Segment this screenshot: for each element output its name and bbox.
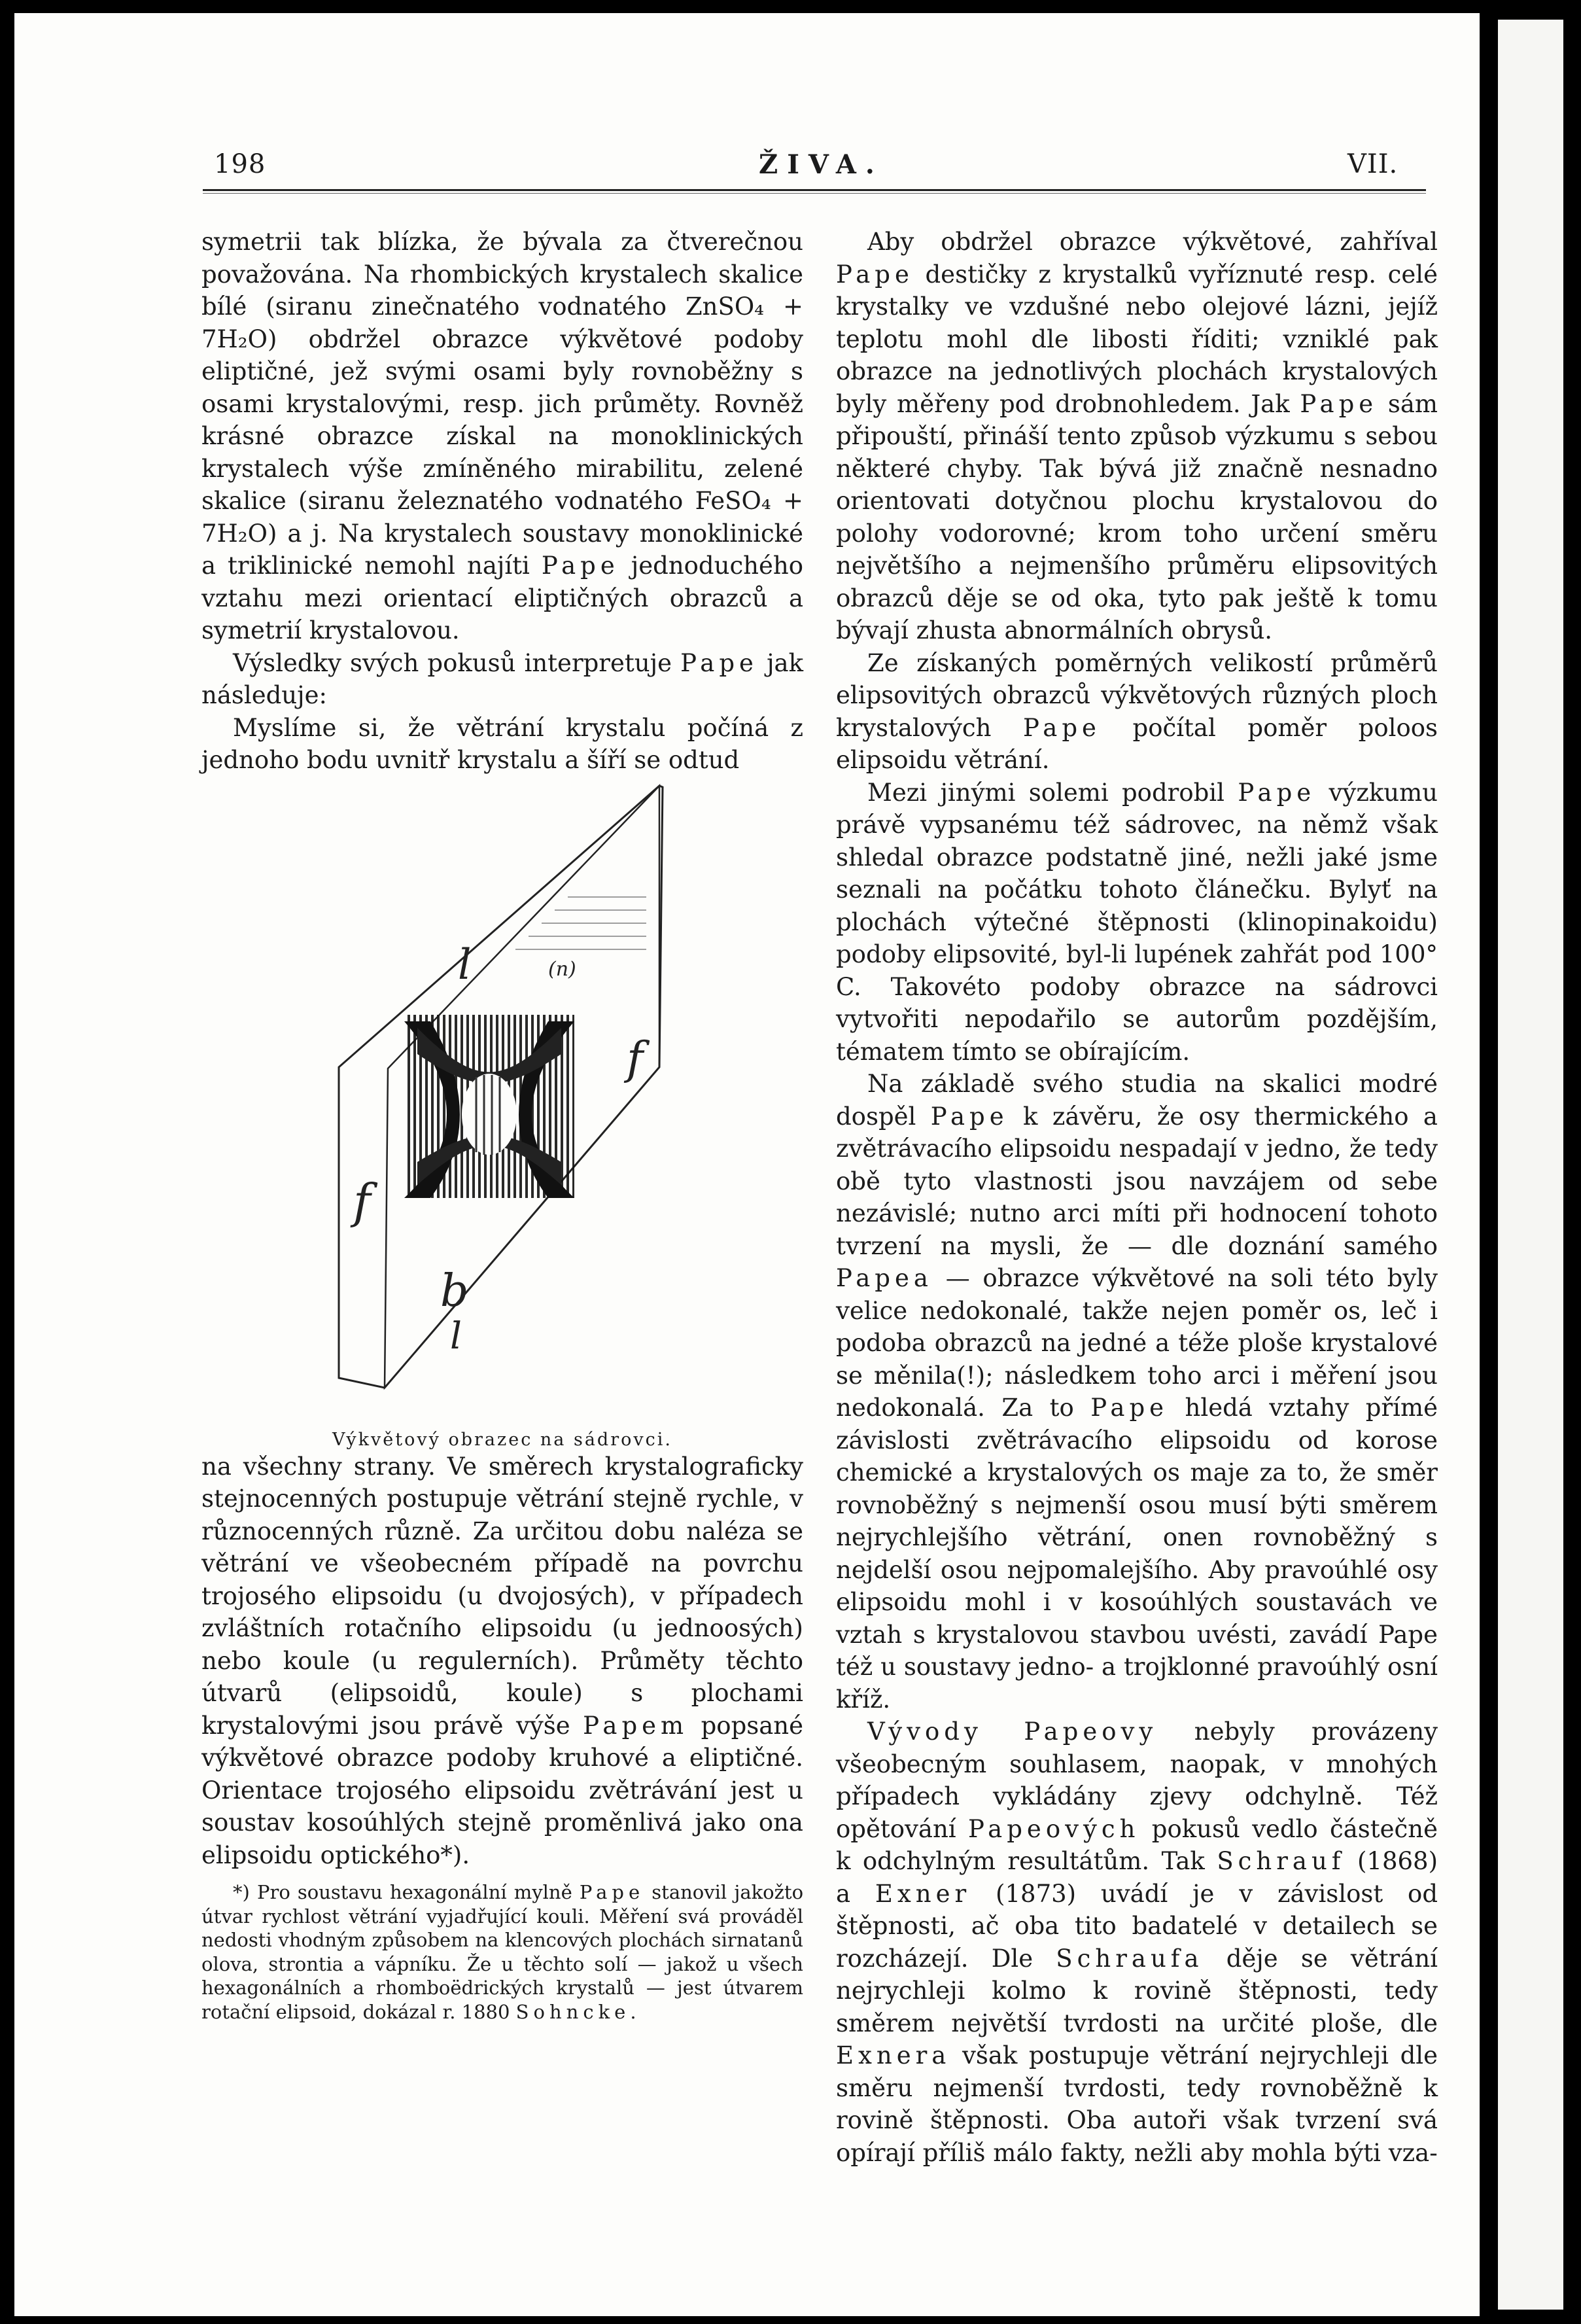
paragraph-text: popsané výkvětové obrazce podoby kruhové a eliptičné. Orientace trojosého elipsoidu zvětrávání jest u soustav kosoúhlých stejně proměnlivá jako ona elipsoidu optického*). — [201, 1711, 804, 1869]
author-name: Pape — [541, 552, 619, 580]
header-rule — [203, 189, 1426, 194]
page-number: 198 — [214, 149, 266, 179]
paragraph — [836, 647, 1438, 777]
author-name: Pape — [1023, 713, 1101, 742]
paragraph-text: Myslíme si, že větrání krystalu počíná z jednoho bodu uvnitř krystalu a šíří se odtud — [201, 713, 803, 774]
footnote-text: stanovil jakožto útvar rychlost větrání vyjadřující kouli. Měření svá prováděl nedosti vhodným způsobem na klencových plochách sirnatanů olova, strontia a vápníku. Že u těchto solí — jakož u všech hexagonálních a rhomboëdrických krystalů — jest útvarem rotační elipsoid, dokázal r. 1880 — [201, 1881, 804, 2023]
paragraph-text: Na základě svého studia na skalici modré dospěl — [836, 1070, 1438, 1131]
paragraph-text: pokusů vedlo částečně k odchylným resultátům. Tak — [836, 1814, 1438, 1875]
author-name: Schraufa — [1056, 1944, 1204, 1973]
label-top-l: l — [458, 940, 472, 989]
figure — [201, 779, 803, 1450]
paragraph-text: — obrazce výkvětové na soli této byly velice nedokonalé, takže nejen poměr os, leč i podoba obrazců na jedné a téže ploše krystalové se měnila(!); následkem toho arci i měření jsou nedokonalá. Za to — [836, 1264, 1438, 1422]
label-right-f: f — [627, 1032, 644, 1085]
author-name: Papeových — [967, 1814, 1140, 1843]
author-name: Pape — [680, 648, 758, 677]
author-name: Exnera — [836, 2041, 951, 2069]
paragraph-text: symetrii tak blízka, že bývala za čtverečnou považována. Na rhombických krystalech skalice bílé (siranu zinečnatého vodnatého ZnSO₄ + 7H₂O) obdržel obrazce výkvětové podoby eliptičné, jež svými osami byly rovnoběžny s osami krystalovými, resp. jich průměty. Rovněž krásné obrazce získal na monoklinických krystalech výše zmíněného mirabilitu, zelené skalice (siranu železnatého vodnatého FeSO₄ + 7H₂O) a j. Na krystalech soustavy monoklinické a triklinické nemohl najíti — [201, 228, 803, 580]
author-name: Pape — [836, 260, 914, 289]
paragraph-text: jak následuje: — [201, 648, 804, 709]
label-bottom-b: b — [440, 1265, 469, 1317]
paragraph-text: Výsledky svých pokusů interpretuje — [233, 648, 672, 677]
author-name: Papea — [836, 1264, 933, 1292]
paragraph-text: sám připouští, přináší tento způsob výzkumu s sebou některé chyby. Tak bývá již značně nesnadno orientovati dotyčnou plochu krystalovou do polohy vodorovné; krom toho určení směru největšího a nejmenšího průměru elipsovitých obrazců děje se od oka, tyto pak ještě k tomu bývají zhusta abnormálních obrysů. — [836, 389, 1438, 644]
paragraph — [836, 1716, 1438, 2169]
paragraph-text: Aby obdržel obrazce výkvětové, zahříval — [867, 228, 1438, 256]
right-column — [836, 226, 1438, 2169]
author-name: Schrauf — [1217, 1847, 1346, 1875]
paragraph-text: děje se větrání nejrychleji kolmo k rovině štěpnosti, tedy směrem největší tvrdosti na určité ploše, dle — [836, 1944, 1438, 2037]
paragraph-text: nebyly provázeny všeobecným souhlasem, naopak, v mnohých případech vykládány zjevy odchylně. Též opětování — [836, 1717, 1438, 1843]
label-bottom-l: l — [450, 1314, 462, 1358]
paragraph — [836, 1068, 1438, 1716]
crystal-figure — [201, 779, 803, 1420]
adjacent-page-edge — [1498, 20, 1563, 2310]
paragraph-text: jednoduchého vztahu mezi orientací eliptičných obrazců a symetrií krystalovou. — [201, 552, 803, 644]
label-left-f: f — [353, 1173, 371, 1229]
paragraph-text: počítal poměr poloos elipsoidu větrání. — [836, 713, 1438, 774]
footnote-text: *) Pro soustavu hexagonální mylně — [233, 1881, 572, 1903]
author-name: Exner — [875, 1879, 971, 1908]
paragraph-text: (1873) uvádí je v závislost od štěpnosti, ač oba tito badatelé v detailech se rozcházejí. Dle — [836, 1879, 1438, 1973]
paragraph — [201, 712, 803, 777]
author-name: Pape — [930, 1102, 1009, 1131]
author-name: Vývody Papeovy — [867, 1717, 1158, 1746]
left-column — [201, 226, 803, 2024]
paragraph — [201, 647, 803, 712]
volume-number: VII. — [1347, 149, 1399, 179]
efflorescence-pattern — [404, 1015, 574, 1198]
author-name: Pape — [1238, 778, 1316, 807]
paragraph-text: k závěru, že osy thermického a zvětrávacího elipsoidu nespadají v jedno, že tedy obě tyto vlastnosti jsou navzájem od sebe nezávislé; nutno arci míti při hodnocení tohoto tvrzení na mysli, že — dle doznání samého — [836, 1102, 1438, 1260]
author-name: Pape — [1300, 389, 1378, 418]
paragraph-text: výzkumu právě vypsanému též sádrovec, na němž však shledal obrazce podstatně jiné, nežli jaké jsme seznali na počátku tohoto článečku. Bylyť na plochách výtečné štěpnosti (klinopinakoidu) podoby elipsovité, byl-li lupének zahřát pod 100° C. Takovéto podoby obrazce na sádrovci vytvořiti nepodařilo se autorům pozdějším, tématem tímto se obírajícím. — [836, 778, 1438, 1066]
author-name: Pape — [579, 1881, 645, 1903]
paragraph-text: však postupuje větrání nejrychleji dle směru nejmenší tvrdosti, tedy rovnoběžně k rovině štěpnosti. Oba autoři však tvrzení svá opírají příliš málo fakty, nežli aby mohla býti vza- — [836, 2041, 1438, 2167]
edge-shading — [515, 897, 646, 949]
paragraph — [201, 1451, 803, 1872]
paragraph-text: Ze získaných poměrných velikostí průměrů elipsovitých obrazců výkvětových různých ploch krystalových — [836, 648, 1438, 742]
paragraph — [201, 226, 803, 647]
paragraph-text: destičky z krystalků vyříznuté resp. celé krystalky ve vzdušné nebo olejové lázni, jejíž teplotu mohl dle libosti říditi; vzniklé pak obrazce na jednotlivých plochách krystalových byly měřeny pod drobnohledem. Jak — [836, 260, 1438, 418]
journal-title: ŽIVA. — [759, 149, 884, 180]
label-top-n: (n) — [548, 957, 576, 981]
figure-caption: Výkvětový obrazec na sádrovci. — [332, 1429, 672, 1450]
paragraph-text: Mezi jinými solemi podrobil — [867, 778, 1225, 807]
author-name: Sohncke. — [515, 2000, 641, 2023]
paragraph — [836, 226, 1438, 647]
paragraph-text: na všechny strany. Ve směrech krystalograficky stejnocenných postupuje větrání stejně rychle, v různocenných různě. Za určitou dobu naléza se větrání ve všeobecném případě na povrchu trojosého elipsoidu (u dvojosých), v případech zvláštních rotačního elipsoidu (u jednoosých) nebo koule (u regulerních). Průměty těchto útvarů (elipsoidů, koule) s plochami krystalovými jsou právě výše — [201, 1452, 803, 1740]
paragraph — [836, 777, 1438, 1068]
footnote — [201, 1880, 803, 2024]
paragraph-text: (1868) a — [836, 1847, 1438, 1908]
paragraph-text: hledá vztahy přímé závislosti zvětrávacího elipsoidu od korose chemické a krystalových os maje za to, že směr rovnoběžný s nejmenší osou musí býti směrem nejrychlejšího větrání, onen rovnoběžný s nejdelší osou nejpomalejšího. Aby pravoúhlé osy elipsoidu mohl i v kosoúhlých soustavách ve vztah s krystalovou stavbou uvésti, zavádí Pape též u soustavy jedno- a trojklonné pravoúhlý osní kříž. — [836, 1394, 1438, 1714]
author-name: Pape — [1090, 1394, 1169, 1422]
author-name: Papem — [583, 1711, 689, 1740]
